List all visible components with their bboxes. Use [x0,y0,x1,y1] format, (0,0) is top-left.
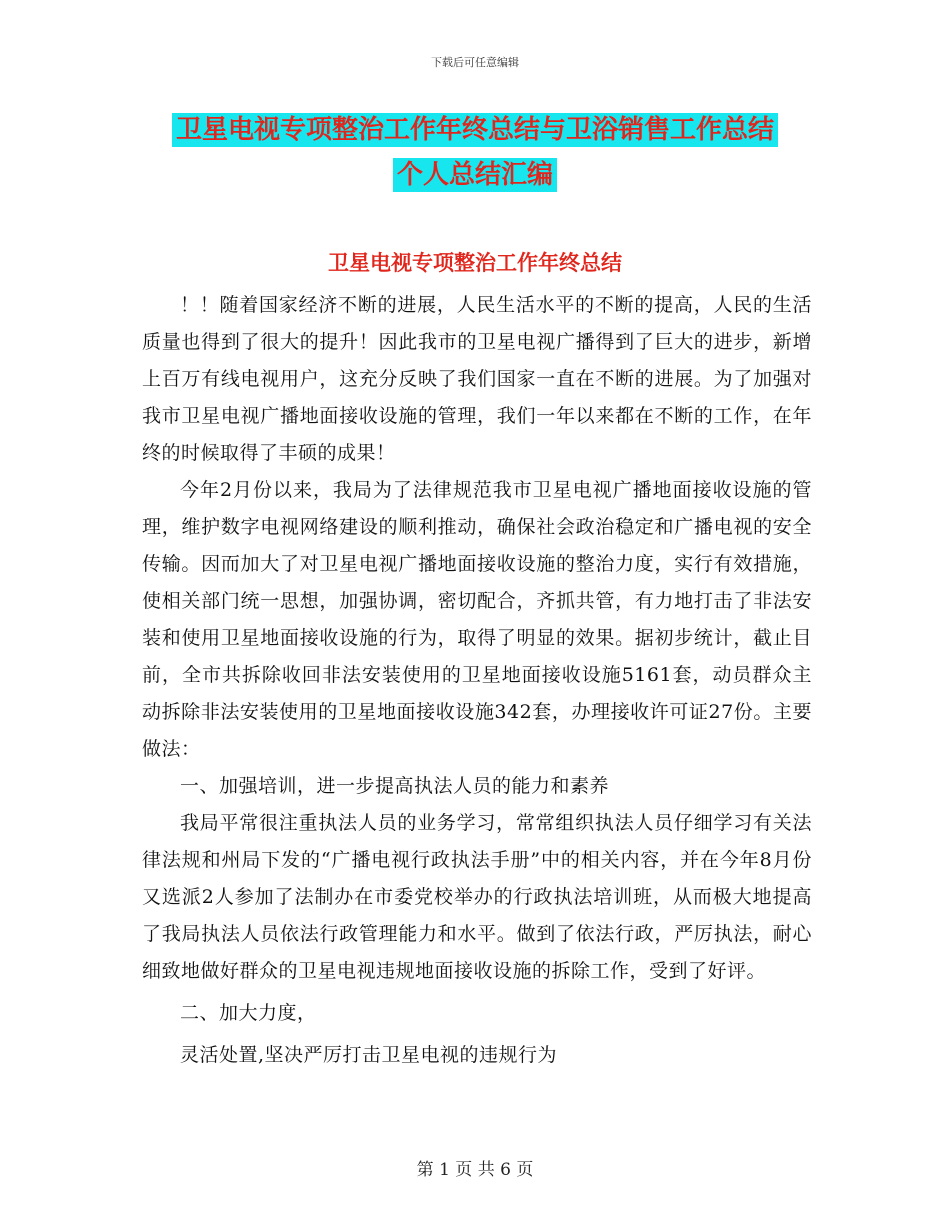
paragraph-overview: 今年2月份以来，我局为了法律规范我市卫星电视广播地面接收设施的管理，维护数字电视网络建设的顺利推动，确保社会政治稳定和广播电视的安全传输。因而加大了对卫星电视广播地面接收设施的整治力度，实行有效措施，使相关部门统一思想，加强协调，密切配合，齐抓共管，有力地打击了非法安装和使用卫星地面接收设施的行为，取得了明显的效果。据初步统计，截止目前，全市共拆除收回非法安装使用的卫星地面接收设施5161套，动员群众主动拆除非法安装使用的卫星地面接收设施342套，办理接收许可证27份。主要做法： [142,479,812,760]
title-highlight-1: 卫星电视专项整治工作年终总结与卫浴销售工作总结 [172,113,778,147]
title-highlight-2: 个人总结汇编 [393,158,557,192]
footer-prefix: 第 [416,1160,434,1180]
footer-middle: 页 共 [455,1160,495,1180]
document-title-line-2 [0,153,950,198]
page-total: 6 [500,1160,511,1180]
document-body [142,287,812,1074]
header-note: 下载后可任意编辑 [431,56,519,69]
paragraph-intro: ！！随着国家经济不断的进展，人民生活水平的不断的提高，人民的生活质量也得到了很大的提升！因此我市的卫星电视广播得到了巨大的进步，新增上百万有线电视用户，这充分反映了我们国家一直在不断的进展。为了加强对我市卫星电视广播地面接收设施的管理，我们一年以来都在不断的工作，在年终的时候取得了丰硕的成果！ [142,294,812,464]
heading-item-2: 二、加大力度， [180,1002,317,1024]
document-title-line-1 [0,108,950,153]
page-number: 1 [439,1160,450,1180]
section-title: 卫星电视专项整治工作年终总结 [328,251,622,275]
document-title [0,108,950,198]
paragraph-training: 我局平常很注重执法人员的业务学习，常常组织执法人员仔细学习有关法律法规和州局下发的“广播电视行政执法手册”中的相关内容，并在今年8月份又选派2人参加了法制办在市委党校举办的行政执法培训班，从而极大地提高了我局执法人员依法行政管理能力和水平。做到了依法行政，严厉执法，耐心细致地做好群众的卫星电视违规地面接收设施的拆除工作，受到了好评。 [142,812,812,982]
page-footer [0,1155,950,1180]
paragraph-enforcement: 灵活处置,坚决严厉打击卫星电视的违规行为 [180,1044,558,1066]
footer-suffix: 页 [516,1160,534,1180]
heading-item-1: 一、加强培训，进一步提高执法人员的能力和素养 [180,775,610,797]
